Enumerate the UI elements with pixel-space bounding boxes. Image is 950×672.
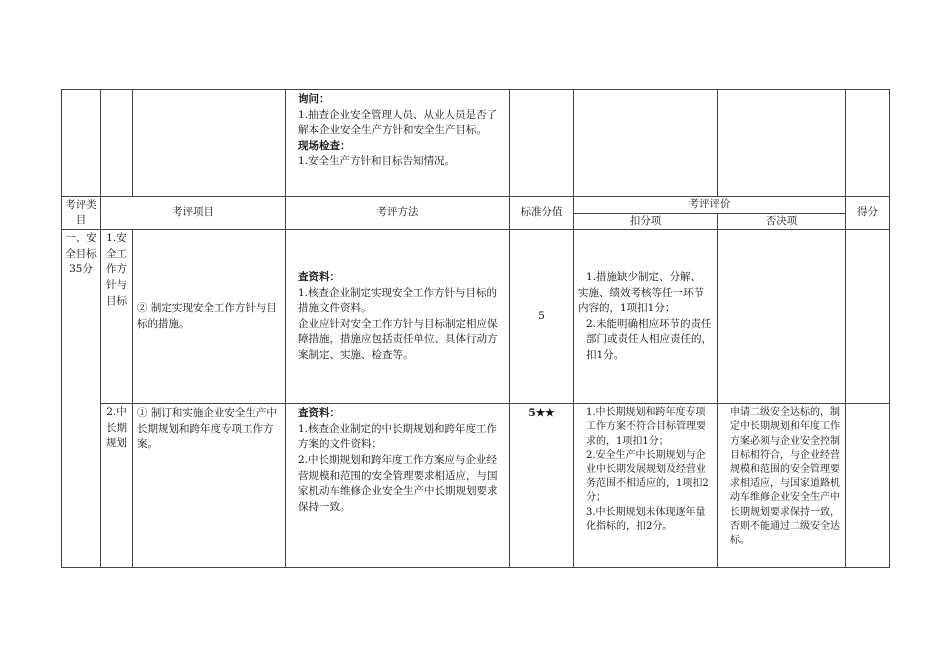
method-text: 1.核查企业制定实现安全工作方针与目标的措施文件资料。: [298, 286, 498, 315]
veto-text: 申请二级安全达标的，制定中长期规划和年度工作方案必须与企业安全控制目标相符合，与企业经营规模和范围的安全管理要求相适应，与国家道路机动车维修企业安全生产中长期规划要求保持一致，否则不能通过二级安全达标。: [730, 407, 840, 547]
deduction-text: 2.未能明确相应环节的责任部门或责任人相应责任的，扣1分。: [586, 317, 712, 361]
deduction-text: 2.安全生产中长期规划与企业中长期发展规划及经营业务范围不相适应的，1项扣2分；: [586, 449, 709, 504]
result-cell: [846, 404, 890, 568]
result-cell: [846, 230, 890, 404]
score-cell: 5★★: [510, 404, 574, 568]
header-row: [62, 197, 890, 214]
table-row: [62, 404, 890, 568]
header-category: 考评类目: [62, 197, 101, 230]
method-heading: 查资料：: [298, 270, 340, 283]
deduction-cell: [574, 404, 718, 568]
method-text: 2.中长期规划和跨年度工作方案应与企业经营规模和范围的安全管理要求相适应，与国家机动车维修企业安全生产中长期规划要求保持一致。: [298, 453, 498, 513]
evaluation-table: [61, 89, 890, 568]
continuation-row: [62, 90, 890, 197]
deduction-text: 1.中长期规划和跨年度专项工作方案不符合目标管理要求的，1项扣1分；: [586, 407, 706, 447]
empty-cell: [846, 90, 890, 197]
empty-cell: [510, 90, 574, 197]
category-cell: 一、安全目标35分: [62, 230, 101, 568]
header-evaluation: 考评评价: [574, 197, 846, 214]
header-score: 标准分值: [510, 197, 574, 230]
deduction-cell: [574, 230, 718, 404]
empty-cell: [101, 90, 133, 197]
header-method: 考评方法: [286, 197, 510, 230]
deduction-text: 1.措施缺少制定、分解、: [586, 270, 702, 283]
method-heading: 询问：: [298, 93, 330, 105]
sub-number-cell: 2.中长期规划: [101, 404, 133, 568]
header-result: 得分: [846, 197, 890, 230]
table-row: [62, 230, 890, 404]
deduction-text: 3.中长期规划未体现逐年量化指标的，扣2分。: [586, 506, 706, 532]
item-cell: ① 制订和实施企业安全生产中长期规划和跨年度专项工作方案。: [133, 404, 286, 568]
method-text: 1.安全生产方针和目标告知情况。: [298, 155, 456, 168]
empty-cell: [574, 90, 718, 197]
method-cell: [286, 404, 510, 568]
header-deduction: 扣分项: [574, 213, 718, 230]
empty-cell: [133, 90, 286, 197]
sub-number-cell: 1.安全工作方针与目标: [101, 230, 133, 404]
veto-cell: [718, 404, 846, 568]
deduction-text: 实施、绩效考核等任一环节内容的，1项扣1分；: [578, 286, 704, 315]
veto-cell: [718, 230, 846, 404]
score-cell: 5: [510, 230, 574, 404]
method-text: 1.核查企业制定的中长期规划和跨年度工作方案的文件资料；: [298, 422, 498, 451]
empty-cell: [718, 90, 846, 197]
method-text: 1.抽查企业安全管理人员、从业人员是否了解本企业安全生产方针和安全生产目标。: [298, 108, 498, 137]
header-veto: 否决项: [718, 213, 846, 230]
method-cell: [286, 230, 510, 404]
method-cell: [286, 90, 510, 197]
method-text: 企业应针对安全工作方针与目标制定相应保障措施，措施应包括责任单位、具体行动方案制定、实施、检查等。: [298, 317, 498, 361]
method-heading: 现场检查：: [298, 139, 351, 152]
item-cell: ② 制定实现安全工作方针与目标的措施。: [133, 230, 286, 404]
header-item: 考评项目: [101, 197, 286, 230]
method-heading: 查资料：: [298, 407, 340, 420]
empty-cell: [62, 90, 101, 197]
